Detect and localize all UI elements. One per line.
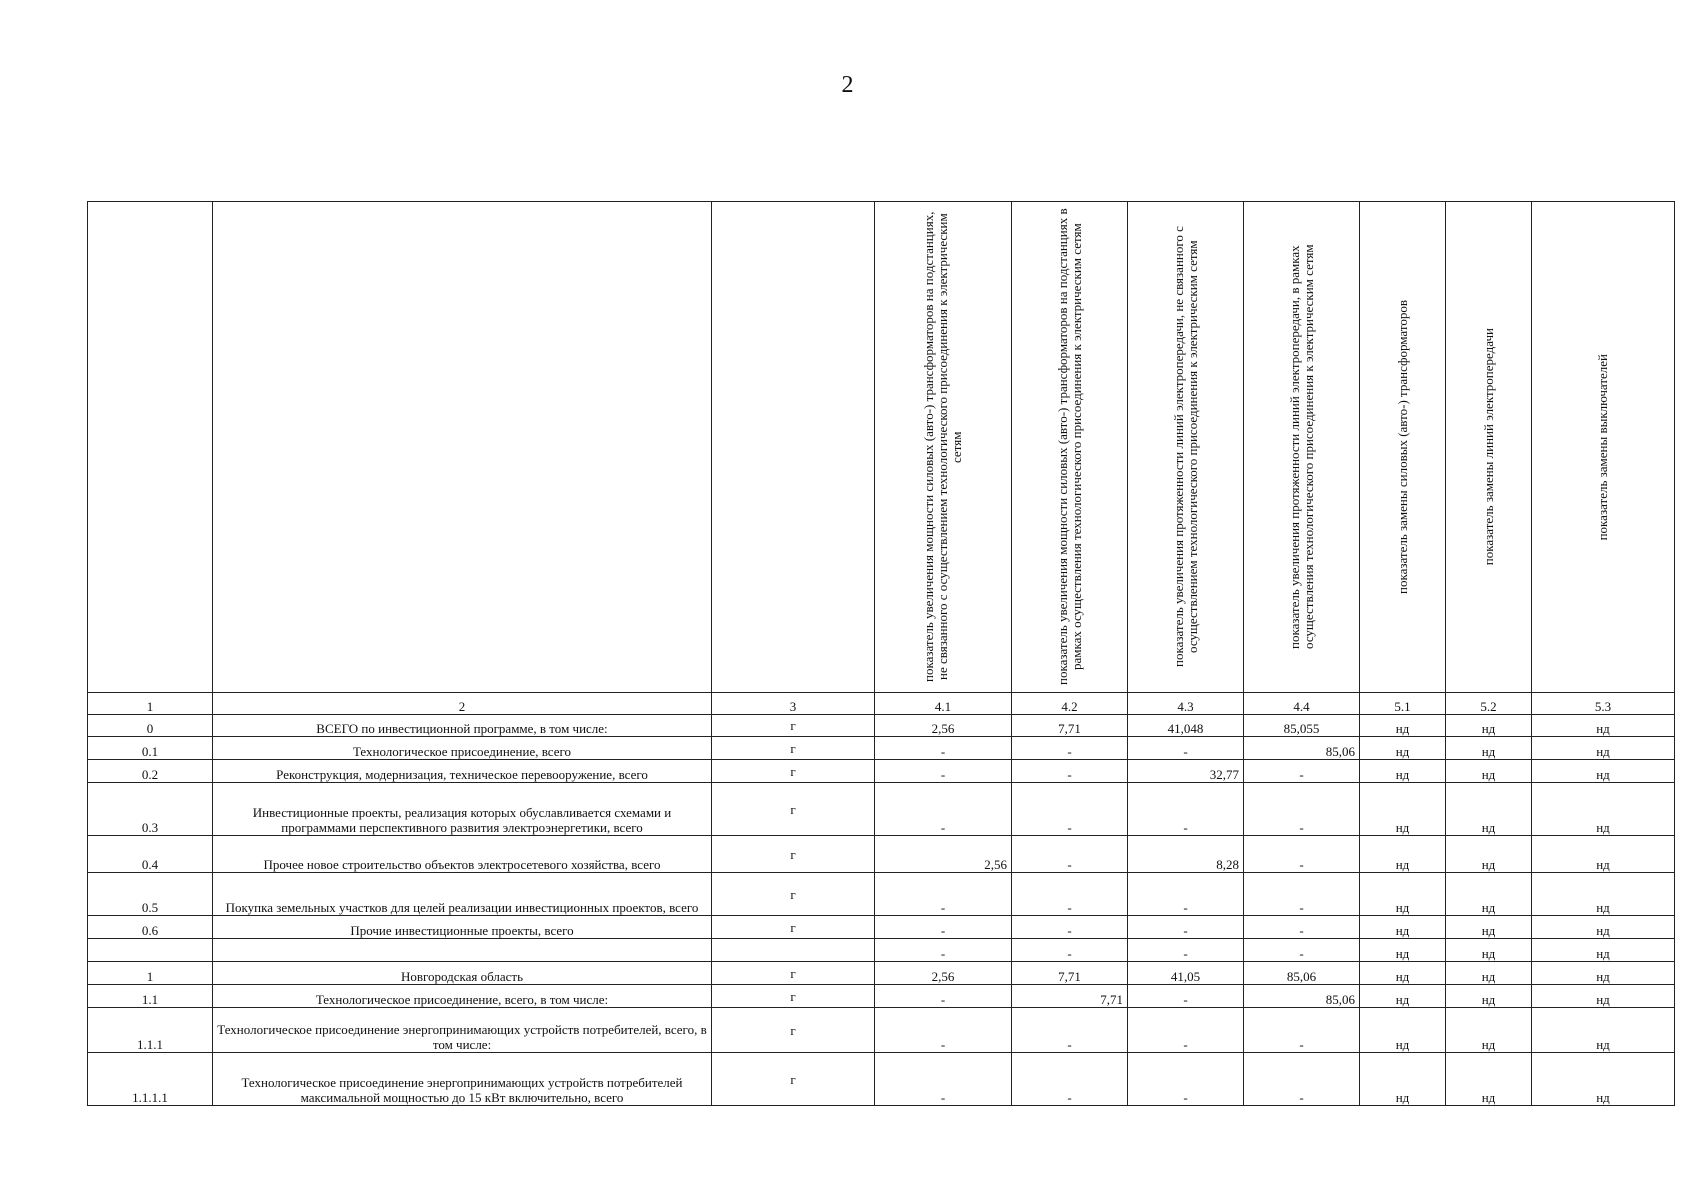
row-name: Инвестиционные проекты, реализация которых обуславливается схемами и программами перспективного развития электроэнергетики, всего (213, 783, 712, 836)
row-name: Покупка земельных участков для целей реализации инвестиционных проектов, всего (213, 873, 712, 916)
row-name: Технологическое присоединение энергопринимающих устройств потребителей максимальной мощностью до 15 кВт включительно, всего (213, 1053, 712, 1106)
value-cell: - (1244, 939, 1360, 962)
value-cell: 41,048 (1128, 715, 1244, 737)
row-number: 1.1.1.1 (88, 1053, 213, 1106)
value-cell: 2,56 (875, 962, 1012, 985)
header-cell: показатель увеличения протяженности линий электропередачи, не связанного с осуществлением технологического присоединения к электрическим сетям (1128, 202, 1244, 693)
table-row (88, 1053, 1675, 1106)
row-name: ВСЕГО по инвестиционной программе, в том числе: (213, 715, 712, 737)
value-cell: нд (1532, 737, 1675, 760)
value-cell: - (875, 1053, 1012, 1106)
value-cell: - (875, 783, 1012, 836)
value-cell: нд (1532, 873, 1675, 916)
header-row (88, 202, 1675, 693)
value-cell: нд (1446, 760, 1532, 783)
value-cell: - (1128, 1053, 1244, 1106)
table-row (88, 985, 1675, 1008)
value-cell: - (1012, 916, 1128, 939)
value-cell: нд (1446, 1008, 1532, 1053)
value-cell: - (1012, 737, 1128, 760)
column-number: 4.3 (1128, 693, 1244, 715)
value-cell: - (875, 916, 1012, 939)
header-empty-num (88, 202, 213, 693)
value-cell: - (1012, 783, 1128, 836)
investment-indicators-table (87, 201, 1675, 1106)
column-number: 1 (88, 693, 213, 715)
row-unit: г (712, 962, 875, 985)
value-cell: нд (1360, 1053, 1446, 1106)
column-number: 5.3 (1532, 693, 1675, 715)
value-cell: нд (1446, 916, 1532, 939)
value-cell: нд (1446, 783, 1532, 836)
value-cell: - (875, 760, 1012, 783)
value-cell: нд (1532, 783, 1675, 836)
row-name: Прочие инвестиционные проекты, всего (213, 916, 712, 939)
row-unit: г (712, 836, 875, 873)
value-cell: - (1012, 1053, 1128, 1106)
value-cell: нд (1532, 985, 1675, 1008)
value-cell: - (1128, 783, 1244, 836)
value-cell: 85,06 (1244, 962, 1360, 985)
column-number: 4.2 (1012, 693, 1128, 715)
value-cell: - (1128, 1008, 1244, 1053)
row-number: 0.6 (88, 916, 213, 939)
value-cell: нд (1446, 1053, 1532, 1106)
value-cell: - (1012, 939, 1128, 962)
value-cell: - (875, 1008, 1012, 1053)
value-cell: нд (1360, 873, 1446, 916)
value-cell: нд (1532, 939, 1675, 962)
value-cell: нд (1532, 1053, 1675, 1106)
row-number: 1.1.1 (88, 1008, 213, 1053)
value-cell: - (1012, 873, 1128, 916)
value-cell: нд (1360, 916, 1446, 939)
value-cell: - (1128, 873, 1244, 916)
value-cell: - (1012, 836, 1128, 873)
row-unit: г (712, 783, 875, 836)
table-row (88, 916, 1675, 939)
value-cell: нд (1360, 962, 1446, 985)
value-cell: 85,06 (1244, 985, 1360, 1008)
value-cell: - (1012, 1008, 1128, 1053)
table-row (88, 715, 1675, 737)
column-number: 3 (712, 693, 875, 715)
value-cell: 7,71 (1012, 962, 1128, 985)
value-cell: - (1128, 916, 1244, 939)
value-cell: нд (1532, 836, 1675, 873)
value-cell: нд (1532, 715, 1675, 737)
value-cell: 85,06 (1244, 737, 1360, 760)
value-cell: 7,71 (1012, 715, 1128, 737)
value-cell: нд (1446, 873, 1532, 916)
row-name: Технологическое присоединение энергопринимающих устройств потребителей, всего, в том числе: (213, 1008, 712, 1053)
value-cell: - (875, 737, 1012, 760)
table-row (88, 962, 1675, 985)
row-name (213, 939, 712, 962)
table-row (88, 836, 1675, 873)
header-cell: показатель увеличения мощности силовых (авто-) трансформаторов на подстанциях в рамках осуществления технологического присоединения к электрическим сетям (1012, 202, 1128, 693)
value-cell: нд (1446, 985, 1532, 1008)
table-row (88, 939, 1675, 962)
row-name: Технологическое присоединение, всего, в том числе: (213, 985, 712, 1008)
value-cell: 41,05 (1128, 962, 1244, 985)
value-cell: нд (1446, 939, 1532, 962)
row-number: 0.5 (88, 873, 213, 916)
value-cell: нд (1446, 715, 1532, 737)
row-number: 1.1 (88, 985, 213, 1008)
value-cell: 8,28 (1128, 836, 1244, 873)
value-cell: - (1244, 1053, 1360, 1106)
value-cell: нд (1360, 760, 1446, 783)
header-cell: показатель увеличения мощности силовых (авто-) трансформаторов на подстанциях, не связанного с осуществлением технологического присоединения к электрическим сетям (875, 202, 1012, 693)
header-cell: показатель замены выключателей (1532, 202, 1675, 693)
value-cell: нд (1360, 836, 1446, 873)
row-number: 1 (88, 962, 213, 985)
value-cell: нд (1532, 760, 1675, 783)
column-number: 2 (213, 693, 712, 715)
row-name: Прочее новое строительство объектов электросетевого хозяйства, всего (213, 836, 712, 873)
value-cell: - (1244, 783, 1360, 836)
value-cell: - (875, 985, 1012, 1008)
row-unit (712, 939, 875, 962)
value-cell: - (1244, 916, 1360, 939)
value-cell: 32,77 (1128, 760, 1244, 783)
value-cell: - (1244, 760, 1360, 783)
value-cell: нд (1532, 916, 1675, 939)
row-unit: г (712, 715, 875, 737)
value-cell: нд (1360, 985, 1446, 1008)
value-cell: - (875, 939, 1012, 962)
table-row (88, 783, 1675, 836)
value-cell: - (1244, 1008, 1360, 1053)
value-cell: 2,56 (875, 715, 1012, 737)
table-row (88, 737, 1675, 760)
value-cell: нд (1360, 939, 1446, 962)
value-cell: - (1128, 985, 1244, 1008)
row-number: 0 (88, 715, 213, 737)
value-cell: - (1244, 836, 1360, 873)
table-row (88, 760, 1675, 783)
value-cell: - (1128, 939, 1244, 962)
column-number: 4.1 (875, 693, 1012, 715)
value-cell: - (1012, 760, 1128, 783)
value-cell: 7,71 (1012, 985, 1128, 1008)
row-unit: г (712, 916, 875, 939)
header-cell: показатель замены силовых (авто-) трансформаторов (1360, 202, 1446, 693)
header-empty-unit (712, 202, 875, 693)
table-body (88, 715, 1675, 1106)
value-cell: нд (1532, 962, 1675, 985)
table-row (88, 1008, 1675, 1053)
row-unit: г (712, 1053, 875, 1106)
column-number-row (88, 693, 1675, 715)
row-number: 0.4 (88, 836, 213, 873)
row-name: Технологическое присоединение, всего (213, 737, 712, 760)
header-cell: показатель увеличения протяженности линий электропередачи, в рамках осуществления технологического присоединения к электрическим сетям (1244, 202, 1360, 693)
row-number: 0.1 (88, 737, 213, 760)
row-unit: г (712, 760, 875, 783)
value-cell: нд (1360, 737, 1446, 760)
header-empty-name (213, 202, 712, 693)
row-number: 0.3 (88, 783, 213, 836)
value-cell: нд (1360, 715, 1446, 737)
page-number: 2 (841, 72, 854, 98)
value-cell: 2,56 (875, 836, 1012, 873)
row-number (88, 939, 213, 962)
value-cell: 85,055 (1244, 715, 1360, 737)
row-unit: г (712, 737, 875, 760)
row-name: Реконструкция, модернизация, техническое перевооружение, всего (213, 760, 712, 783)
value-cell: нд (1532, 1008, 1675, 1053)
column-number: 5.2 (1446, 693, 1532, 715)
column-number: 5.1 (1360, 693, 1446, 715)
value-cell: нд (1446, 962, 1532, 985)
value-cell: - (875, 873, 1012, 916)
column-number: 4.4 (1244, 693, 1360, 715)
row-unit: г (712, 873, 875, 916)
value-cell: - (1244, 873, 1360, 916)
row-unit: г (712, 1008, 875, 1053)
value-cell: нд (1446, 737, 1532, 760)
row-unit: г (712, 985, 875, 1008)
table-row (88, 873, 1675, 916)
header-cell: показатель замены линий электропередачи (1446, 202, 1532, 693)
row-number: 0.2 (88, 760, 213, 783)
value-cell: - (1128, 737, 1244, 760)
row-name: Новгородская область (213, 962, 712, 985)
value-cell: нд (1360, 783, 1446, 836)
value-cell: нд (1360, 1008, 1446, 1053)
value-cell: нд (1446, 836, 1532, 873)
